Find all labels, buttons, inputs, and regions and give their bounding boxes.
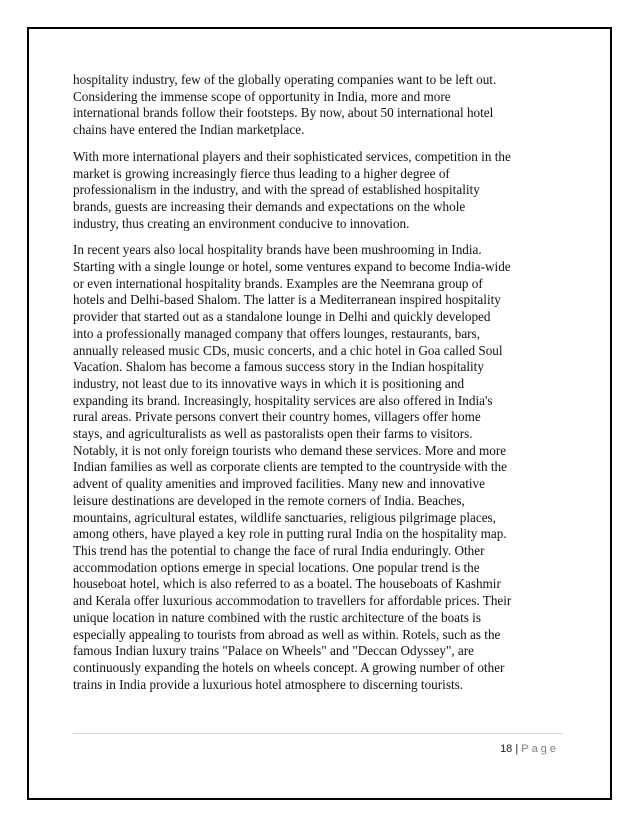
text-line: Notably, it is not only foreign tourists who demand these services. More and more xyxy=(73,442,507,458)
page-footer xyxy=(500,743,559,755)
paragraph xyxy=(73,149,563,233)
text-line: or even international hospitality brands. Examples are the Neemrana group of xyxy=(73,275,483,291)
text-line: industry, thus creating an environment conducive to innovation. xyxy=(73,215,410,231)
text-line: unique location in nature combined with the rustic architecture of the boats is xyxy=(73,609,481,625)
text-line: Starting with a single lounge or hotel, some ventures expand to become India-wide xyxy=(73,259,511,275)
text-line: among others, have played a key role in putting rural India on the hospitality map. xyxy=(73,526,507,542)
text-line: provider that started out as a standalone lounge in Delhi and quickly developed xyxy=(73,309,491,325)
text-line: chains have entered the Indian marketplace. xyxy=(73,122,305,138)
text-line: mountains, agricultural estates, wildlife sanctuaries, religious pilgrimage places, xyxy=(73,509,496,525)
text-line: professionalism in the industry, and with the spread of established hospitality xyxy=(73,182,480,198)
text-line: industry, not least due to its innovative ways in which it is positioning and xyxy=(73,375,465,391)
page-number: 18 xyxy=(500,743,513,755)
text-line: and Kerala offer luxurious accommodation to travellers for affordable prices. Their xyxy=(73,593,512,609)
text-line: With more international players and their sophisticated services, competition in the xyxy=(73,148,511,164)
text-line: Indian families as well as corporate clients are tempted to the countryside with the xyxy=(73,459,507,475)
footer-divider xyxy=(73,733,563,734)
text-line: This trend has the potential to change the face of rural India enduringly. Other xyxy=(73,542,485,558)
text-line: trains in India provide a luxurious hotel atmosphere to discerning tourists. xyxy=(73,676,464,692)
text-line: Vacation. Shalom has become a famous success story in the Indian hospitality xyxy=(73,359,484,375)
text-line: market is growing increasingly fierce thus leading to a higher degree of xyxy=(73,165,450,181)
text-line: into a professionally managed company that offers lounges, restaurants, bars, xyxy=(73,325,480,341)
footer-separator: | xyxy=(515,743,519,755)
text-line: In recent years also local hospitality brands have been mushrooming in India. xyxy=(73,242,482,258)
text-line: advent of quality amenities and improved facilities. Many new and innovative xyxy=(73,476,485,492)
text-line: annually released music CDs, music concerts, and a chic hotel in Goa called Soul xyxy=(73,342,503,358)
text-line: continuously expanding the hotels on wheels concept. A growing number of other xyxy=(73,659,505,675)
text-line: leisure destinations are developed in the remote corners of India. Beaches, xyxy=(73,492,465,508)
text-line: stays, and agriculturalists as well as pastoralists open their farms to visitors. xyxy=(73,426,473,442)
page-label: Page xyxy=(521,743,559,755)
paragraph xyxy=(73,242,563,693)
text-line: famous Indian luxury trains "Palace on Wheels" and "Deccan Odyssey", are xyxy=(73,643,475,659)
paragraph xyxy=(73,72,563,139)
document-body xyxy=(73,72,563,703)
text-line: accommodation options emerge in special locations. One popular trend is the xyxy=(73,559,480,575)
text-line: Considering the immense scope of opportunity in India, more and more xyxy=(73,88,451,104)
text-line: brands, guests are increasing their demands and expectations on the whole xyxy=(73,198,466,214)
text-line: rural areas. Private persons convert their country homes, villagers offer home xyxy=(73,409,481,425)
text-line: hotels and Delhi-based Shalom. The latter is a Mediterranean inspired hospitality xyxy=(73,292,501,308)
text-line: expanding its brand. Increasingly, hospitality services are also offered in India's xyxy=(73,392,493,408)
text-line: especially appealing to tourists from abroad as well as within. Rotels, such as the xyxy=(73,626,501,642)
text-line: houseboat hotel, which is also referred to as a boatel. The houseboats of Kashmir xyxy=(73,576,501,592)
text-line: international brands follow their footsteps. By now, about 50 international hotel xyxy=(73,105,494,121)
text-line: hospitality industry, few of the globally operating companies want to be left out. xyxy=(73,72,497,87)
